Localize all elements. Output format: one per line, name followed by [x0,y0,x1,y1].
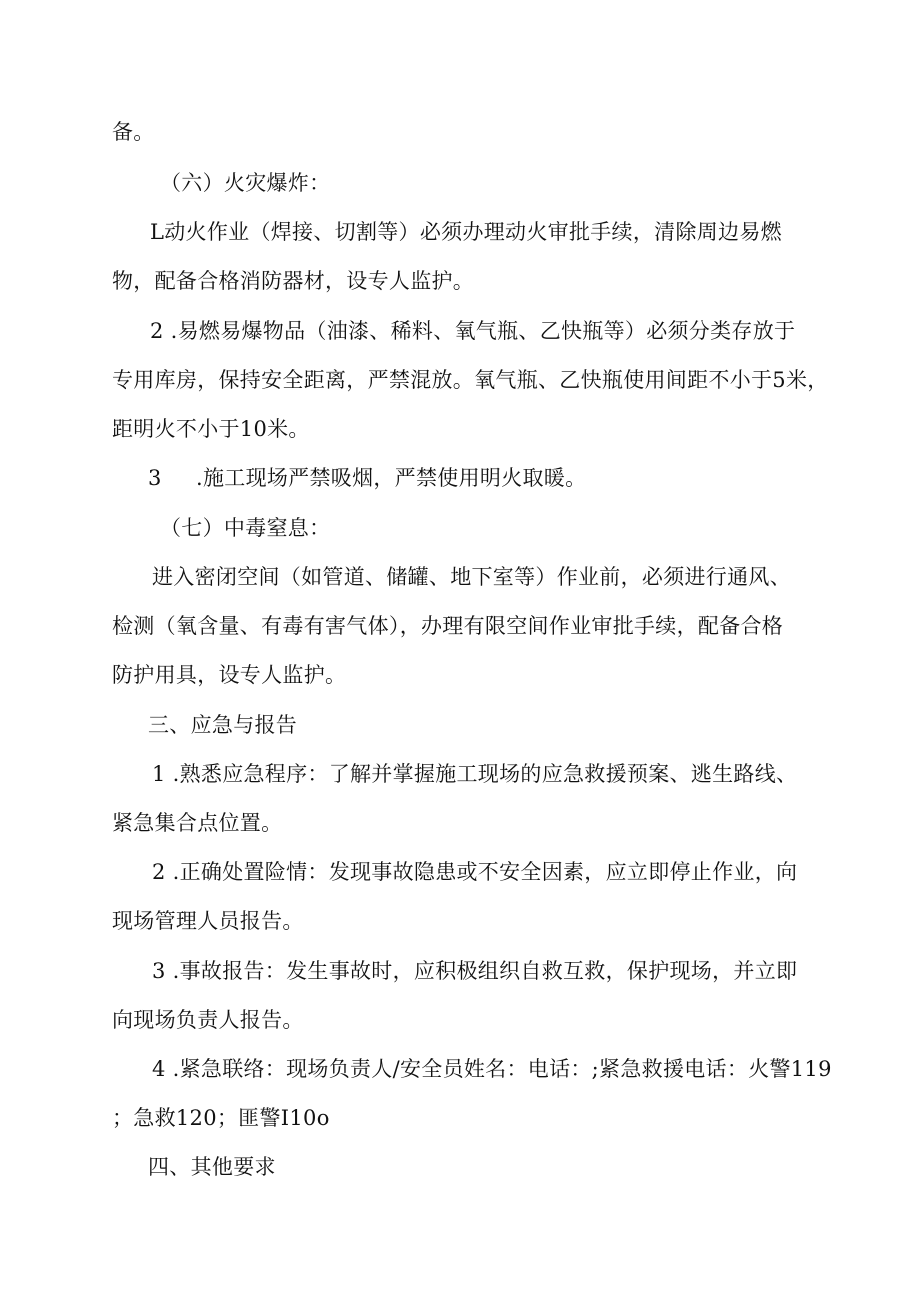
section-heading-poisoning: （七）中毒窒息： [160,516,331,540]
text-line-continuation: 备。 [112,120,155,144]
emergency-item-3-line-1: 3 .事故报告：发生事故时，应积极组织自救互救，保护现场，并立即 [152,959,798,983]
section-heading-emergency: 三、应急与报告 [148,713,298,737]
emergency-item-4-line-1: 4 .紧急联络：现场负责人/安全员姓名：电话：;紧急救援电话：火警119 [152,1057,832,1081]
fire-item-2-line-1: 2 .易燃易爆物品（油漆、稀料、氧气瓶、乙快瓶等）必须分类存放于 [150,319,796,343]
poisoning-para-line-3: 防护用具，设专人监护。 [112,663,347,687]
emergency-item-1-line-1: 1 .熟悉应急程序：了解并掌握施工现场的应急救援预案、逃生路线、 [152,762,798,786]
fire-item-1-line-2: 物，配备合格消防器材，设专人监护。 [112,269,475,293]
fire-item-2-line-3: 距明火不小于10米。 [112,417,310,441]
emergency-item-1-line-2: 紧急集合点位置。 [112,811,283,835]
fire-item-3-number: 3 [148,466,162,490]
poisoning-para-line-1: 进入密闭空间（如管道、储罐、地下室等）作业前，必须进行通风、 [152,565,791,589]
emergency-item-2-line-2: 现场管理人员报告。 [112,909,304,933]
section-heading-other-requirements: 四、其他要求 [148,1155,276,1179]
poisoning-para-line-2: 检测（氧含量、有毒有害气体），办理有限空间作业审批手续，配备合格 [112,614,784,638]
fire-item-1-line-1: L动火作业（焊接、切割等）必须办理动火审批手续，清除周边易燃 [150,220,782,244]
fire-item-3-text: .施工现场严禁吸烟，严禁使用明火取暖。 [196,466,587,490]
emergency-item-3-line-2: 向现场负责人报告。 [112,1008,304,1032]
emergency-item-4-line-2: ；急救120；匪警I10o [112,1106,330,1130]
section-heading-fire-explosion: （六）火灾爆炸： [160,171,331,195]
fire-item-2-line-2: 专用库房，保持安全距离，严禁混放。氧气瓶、乙快瓶使用间距不小于5米， [112,368,829,392]
emergency-item-2-line-1: 2 .正确处置险情：发现事故隐患或不安全因素，应立即停止作业，向 [152,860,798,884]
